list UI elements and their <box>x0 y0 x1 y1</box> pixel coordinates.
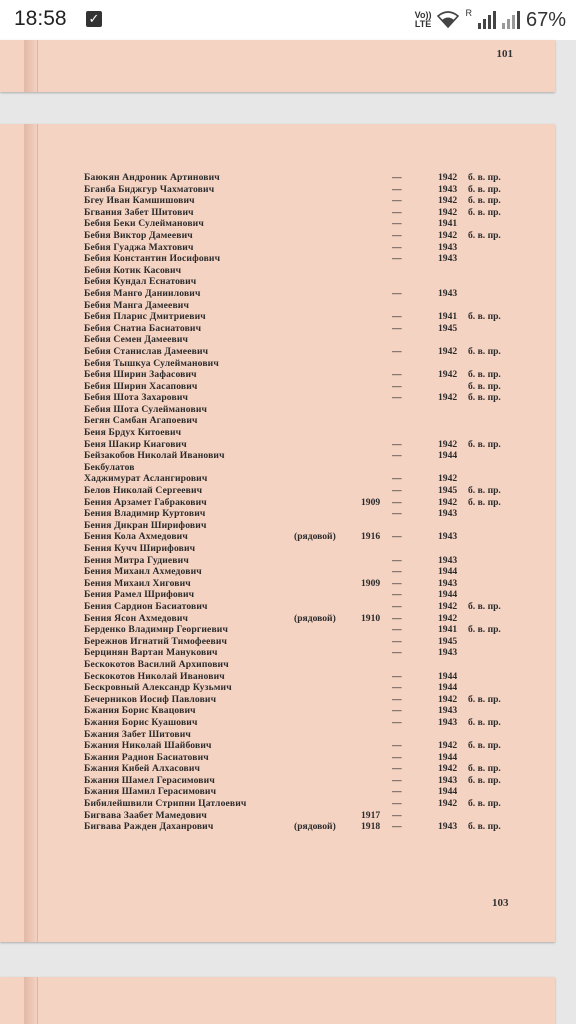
roaming-label: R <box>465 8 472 18</box>
table-row <box>0 369 555 381</box>
person-name: Бескровный Александр Кузьмич <box>84 682 232 694</box>
dash: — <box>392 809 402 821</box>
death-year: 1943 <box>438 287 458 299</box>
death-year: 1943 <box>438 577 458 589</box>
dash: — <box>392 183 402 195</box>
person-name: Бескокотов Василий Архипович <box>84 658 229 670</box>
person-name: Бения Владимир Куртович <box>84 508 206 520</box>
table-row <box>0 323 555 335</box>
table-row <box>0 740 555 752</box>
person-name: Бебия Кундал Еснатович <box>84 276 197 288</box>
roster-list <box>0 172 555 833</box>
status: б. в. пр. <box>468 229 501 241</box>
person-name: Бескокотов Николай Иванович <box>84 670 225 682</box>
death-year: 1942 <box>438 172 458 183</box>
dash: — <box>392 473 402 485</box>
birth-year: 1909 <box>361 577 381 589</box>
death-year: 1943 <box>438 554 458 566</box>
table-row <box>0 578 555 590</box>
signal-strength-icon <box>478 11 496 29</box>
status: б. в. пр. <box>468 311 501 323</box>
dash: — <box>392 450 402 462</box>
birth-year: 1918 <box>361 821 381 833</box>
death-year: 1942 <box>438 763 458 775</box>
death-year: 1942 <box>438 345 458 357</box>
death-year: 1943 <box>438 531 458 543</box>
death-year: 1942 <box>438 473 458 485</box>
person-name: Бебия Шота Захарович <box>84 392 189 404</box>
death-year: 1943 <box>438 705 458 717</box>
dash: — <box>392 577 402 589</box>
dash: — <box>392 322 402 334</box>
dash: — <box>392 589 402 601</box>
dash: — <box>392 635 402 647</box>
table-row <box>0 439 555 451</box>
dash: — <box>392 716 402 728</box>
death-year: 1943 <box>438 241 458 253</box>
person-name: Бебия Виктор Дамеевич <box>84 229 193 241</box>
person-name: Бебия Константин Иосифович <box>84 253 221 265</box>
checkbox-notification-icon: ✓ <box>86 11 102 27</box>
death-year: 1944 <box>438 670 458 682</box>
table-row <box>0 659 555 671</box>
status: б. в. пр. <box>468 380 501 392</box>
death-year: 1942 <box>438 740 458 752</box>
person-name: Бебия Манга Дамеевич <box>84 299 190 311</box>
dash: — <box>392 774 402 786</box>
person-name: Бебия Снатиа Басиатович <box>84 322 202 334</box>
person-name: Бегян Самбан Агапоевич <box>84 415 198 427</box>
death-year: 1942 <box>438 612 458 624</box>
person-name: Бения Рамел Шрифович <box>84 589 195 601</box>
death-year: 1944 <box>438 682 458 694</box>
table-row <box>0 798 555 810</box>
dash: — <box>392 496 402 508</box>
volte-icon <box>415 11 432 29</box>
rank: (рядовой) <box>294 821 336 833</box>
volte-top-label: Vo)) <box>414 10 432 20</box>
table-row <box>0 462 555 474</box>
table-row <box>0 218 555 230</box>
dash: — <box>392 229 402 241</box>
dash: — <box>392 554 402 566</box>
person-name: Бебия Ширин Зафасович <box>84 369 197 381</box>
death-year: 1941 <box>438 311 458 323</box>
death-year: 1945 <box>438 322 458 334</box>
person-name: Бения Арзамет Габракович <box>84 496 207 508</box>
person-name: Бжания Шамел Герасимович <box>84 774 215 786</box>
death-year: 1944 <box>438 450 458 462</box>
table-row <box>0 717 555 729</box>
death-year: 1944 <box>438 589 458 601</box>
table-row <box>0 821 555 833</box>
table-row <box>0 242 555 254</box>
person-name: Берденко Владимир Георгиевич <box>84 624 229 636</box>
dash: — <box>392 287 402 299</box>
status: б. в. пр. <box>468 798 501 810</box>
birth-year: 1917 <box>361 809 381 821</box>
person-name: Бейзакобов Николай Иванович <box>84 450 225 462</box>
table-row <box>0 311 555 323</box>
status: б. в. пр. <box>468 438 501 450</box>
table-row <box>0 636 555 648</box>
table-row <box>0 392 555 404</box>
dash: — <box>392 693 402 705</box>
dash: — <box>392 682 402 694</box>
battery-percentage: 67% <box>525 8 566 31</box>
table-row <box>0 531 555 543</box>
death-year: 1942 <box>438 693 458 705</box>
table-row <box>0 694 555 706</box>
table-row <box>0 427 555 439</box>
table-row <box>0 265 555 277</box>
table-row <box>0 508 555 520</box>
dash: — <box>392 172 402 183</box>
table-row <box>0 589 555 601</box>
status-time: 18:58 <box>14 7 67 30</box>
dash: — <box>392 600 402 612</box>
dash: — <box>392 612 402 624</box>
person-name: Бжания Николай Шайбович <box>84 740 212 752</box>
table-row <box>0 473 555 485</box>
status: б. в. пр. <box>468 763 501 775</box>
death-year: 1941 <box>438 218 458 230</box>
death-year: 1942 <box>438 496 458 508</box>
person-name: Бения Кучч Ширифович <box>84 543 196 554</box>
dash: — <box>392 751 402 763</box>
status: б. в. пр. <box>468 716 501 728</box>
death-year: 1943 <box>438 774 458 786</box>
previous-page <box>0 40 555 92</box>
dash: — <box>392 670 402 682</box>
death-year: 1944 <box>438 786 458 798</box>
dash: — <box>392 705 402 717</box>
rank: (рядовой) <box>294 531 336 543</box>
person-name: Бебия Котик Касович <box>84 264 182 276</box>
status: б. в. пр. <box>468 740 501 752</box>
person-name: Бебия Семен Дамеевич <box>84 334 189 346</box>
table-row <box>0 613 555 625</box>
person-name: Бжания Забет Шитович <box>84 728 191 740</box>
person-name: Бечерников Иосиф Павлович <box>84 693 217 705</box>
status: б. в. пр. <box>468 600 501 612</box>
table-row <box>0 624 555 636</box>
death-year: 1943 <box>438 508 458 520</box>
person-name: Берцинян Вартан Манукович <box>84 647 218 659</box>
table-row <box>0 763 555 775</box>
dash: — <box>392 311 402 323</box>
table-row <box>0 195 555 207</box>
table-row <box>0 230 555 242</box>
dash: — <box>392 624 402 636</box>
person-name: Бережнов Игнатий Тимофеевич <box>84 635 228 647</box>
person-name: Бения Митра Гудиевич <box>84 554 189 566</box>
dash: — <box>392 508 402 520</box>
status: б. в. пр. <box>468 369 501 381</box>
dash: — <box>392 380 402 392</box>
status: б. в. пр. <box>468 172 501 183</box>
dash: — <box>392 392 402 404</box>
person-name: Бебия Гуаджа Махтович <box>84 241 194 253</box>
death-year: 1943 <box>438 183 458 195</box>
table-row <box>0 184 555 196</box>
dash: — <box>392 531 402 543</box>
volte-bottom-label: LTE <box>414 19 432 29</box>
birth-year: 1910 <box>361 612 381 624</box>
table-row <box>0 705 555 717</box>
dash: — <box>392 821 402 833</box>
dash: — <box>392 369 402 381</box>
dash: — <box>392 740 402 752</box>
table-row <box>0 752 555 764</box>
death-year: 1942 <box>438 392 458 404</box>
death-year: 1942 <box>438 438 458 450</box>
table-row <box>0 253 555 265</box>
person-name: Бжания Шамил Герасимович <box>84 786 217 798</box>
table-row <box>0 497 555 509</box>
dash: — <box>392 763 402 775</box>
table-row <box>0 485 555 497</box>
table-row <box>0 207 555 219</box>
death-year: 1945 <box>438 485 458 497</box>
status: б. в. пр. <box>468 183 501 195</box>
status: б. в. пр. <box>468 206 501 218</box>
table-row <box>0 334 555 346</box>
dash: — <box>392 253 402 265</box>
table-row <box>0 775 555 787</box>
person-name: Бекбулатов <box>84 461 135 473</box>
page-spine <box>24 977 38 1024</box>
table-row <box>0 566 555 578</box>
table-row <box>0 786 555 798</box>
person-name: Бебия Шота Сулейманович <box>84 403 208 415</box>
death-year: 1942 <box>438 206 458 218</box>
wifi-icon <box>437 11 459 29</box>
table-row <box>0 346 555 358</box>
table-row <box>0 288 555 300</box>
table-row <box>0 729 555 741</box>
death-year: 1942 <box>438 229 458 241</box>
table-row <box>0 358 555 370</box>
person-name: Хаджимурат Аслангирович <box>84 473 208 485</box>
status: б. в. пр. <box>468 693 501 705</box>
person-name: Баюкян Андроник Артинович <box>84 172 220 183</box>
table-row <box>0 172 555 184</box>
status: б. в. пр. <box>468 345 501 357</box>
status: б. в. пр. <box>468 496 501 508</box>
death-year: 1944 <box>438 751 458 763</box>
table-row <box>0 276 555 288</box>
birth-year: 1916 <box>361 531 381 543</box>
table-row <box>0 300 555 312</box>
person-name: Бжания Кибей Алхасович <box>84 763 201 775</box>
table-row <box>0 810 555 822</box>
table-row <box>0 415 555 427</box>
dash: — <box>392 241 402 253</box>
death-year: 1943 <box>438 716 458 728</box>
person-name: Бения Сардион Басиатович <box>84 600 208 612</box>
death-year: 1942 <box>438 600 458 612</box>
page-fold-line <box>37 977 38 1024</box>
death-year: 1943 <box>438 253 458 265</box>
dash: — <box>392 485 402 497</box>
dash: — <box>392 438 402 450</box>
next-page <box>0 977 555 1024</box>
person-name: Бжания Борис Куашович <box>84 716 198 728</box>
person-name: Бения Кола Ахмедович <box>84 531 188 543</box>
person-name: Бигвава Ражден Даханрович <box>84 821 214 833</box>
death-year: 1945 <box>438 635 458 647</box>
person-name: Бебия Беки Сулейманович <box>84 218 204 230</box>
person-name: Бибилейшвили Стрипни Цатлоевич <box>84 798 247 810</box>
table-row <box>0 520 555 532</box>
page-number-101: 101 <box>496 48 513 60</box>
rank: (рядовой) <box>294 612 336 624</box>
death-year: 1942 <box>438 798 458 810</box>
dash: — <box>392 786 402 798</box>
signal-strength-icon-2 <box>502 11 520 29</box>
table-row <box>0 601 555 613</box>
death-year: 1943 <box>438 647 458 659</box>
person-name: Бения Ясон Ахмедович <box>84 612 189 624</box>
status: б. в. пр. <box>468 195 501 207</box>
table-row <box>0 647 555 659</box>
person-name: Бебия Ширин Хасапович <box>84 380 198 392</box>
person-name: Белов Николай Сергеевич <box>84 485 203 497</box>
table-row <box>0 555 555 567</box>
person-name: Бебия Тышкуа Сулейманович <box>84 357 219 369</box>
status: б. в. пр. <box>468 392 501 404</box>
person-name: Бгвания Забет Шитович <box>84 206 194 218</box>
status: б. в. пр. <box>468 774 501 786</box>
table-row <box>0 543 555 555</box>
dash: — <box>392 218 402 230</box>
status-indicators <box>415 6 566 34</box>
person-name: Бжания Борис Квацович <box>84 705 196 717</box>
person-name: Бгеу Иван Камшишович <box>84 195 195 207</box>
person-name: Бганба Биджгур Чахматович <box>84 183 215 195</box>
birth-year: 1909 <box>361 496 381 508</box>
person-name: Беия Брдух Китоевич <box>84 427 182 439</box>
page-number: 103 <box>492 897 509 909</box>
person-name: Бебия Манго Даниилович <box>84 287 201 299</box>
person-name: Бебия Станислав Дамеевич <box>84 345 209 357</box>
page-spine <box>24 40 38 92</box>
dash: — <box>392 195 402 207</box>
death-year: 1941 <box>438 624 458 636</box>
table-row <box>0 381 555 393</box>
dash: — <box>392 798 402 810</box>
dash: — <box>392 647 402 659</box>
person-name: Бжания Радион Басиатович <box>84 751 209 763</box>
death-year: 1942 <box>438 369 458 381</box>
status-bar <box>0 0 576 40</box>
death-year: 1944 <box>438 566 458 578</box>
status: б. в. пр. <box>468 485 501 497</box>
current-page <box>0 124 555 942</box>
table-row <box>0 682 555 694</box>
person-name: Бигвава Заабет Мамедович <box>84 809 207 821</box>
person-name: Беия Шакир Киагович <box>84 438 187 450</box>
person-name: Бения Михаил Хигович <box>84 577 191 589</box>
table-row <box>0 450 555 462</box>
status: б. в. пр. <box>468 821 501 833</box>
death-year: 1942 <box>438 195 458 207</box>
dash: — <box>392 566 402 578</box>
dash: — <box>392 345 402 357</box>
person-name: Бения Дикран Ширифович <box>84 519 207 531</box>
death-year: 1943 <box>438 821 458 833</box>
dash: — <box>392 206 402 218</box>
table-row <box>0 404 555 416</box>
person-name: Бения Михаил Ахмедович <box>84 566 202 578</box>
page-fold-line <box>37 40 38 92</box>
table-row <box>0 671 555 683</box>
person-name: Бебия Пларис Дмитриевич <box>84 311 206 323</box>
status: б. в. пр. <box>468 624 501 636</box>
